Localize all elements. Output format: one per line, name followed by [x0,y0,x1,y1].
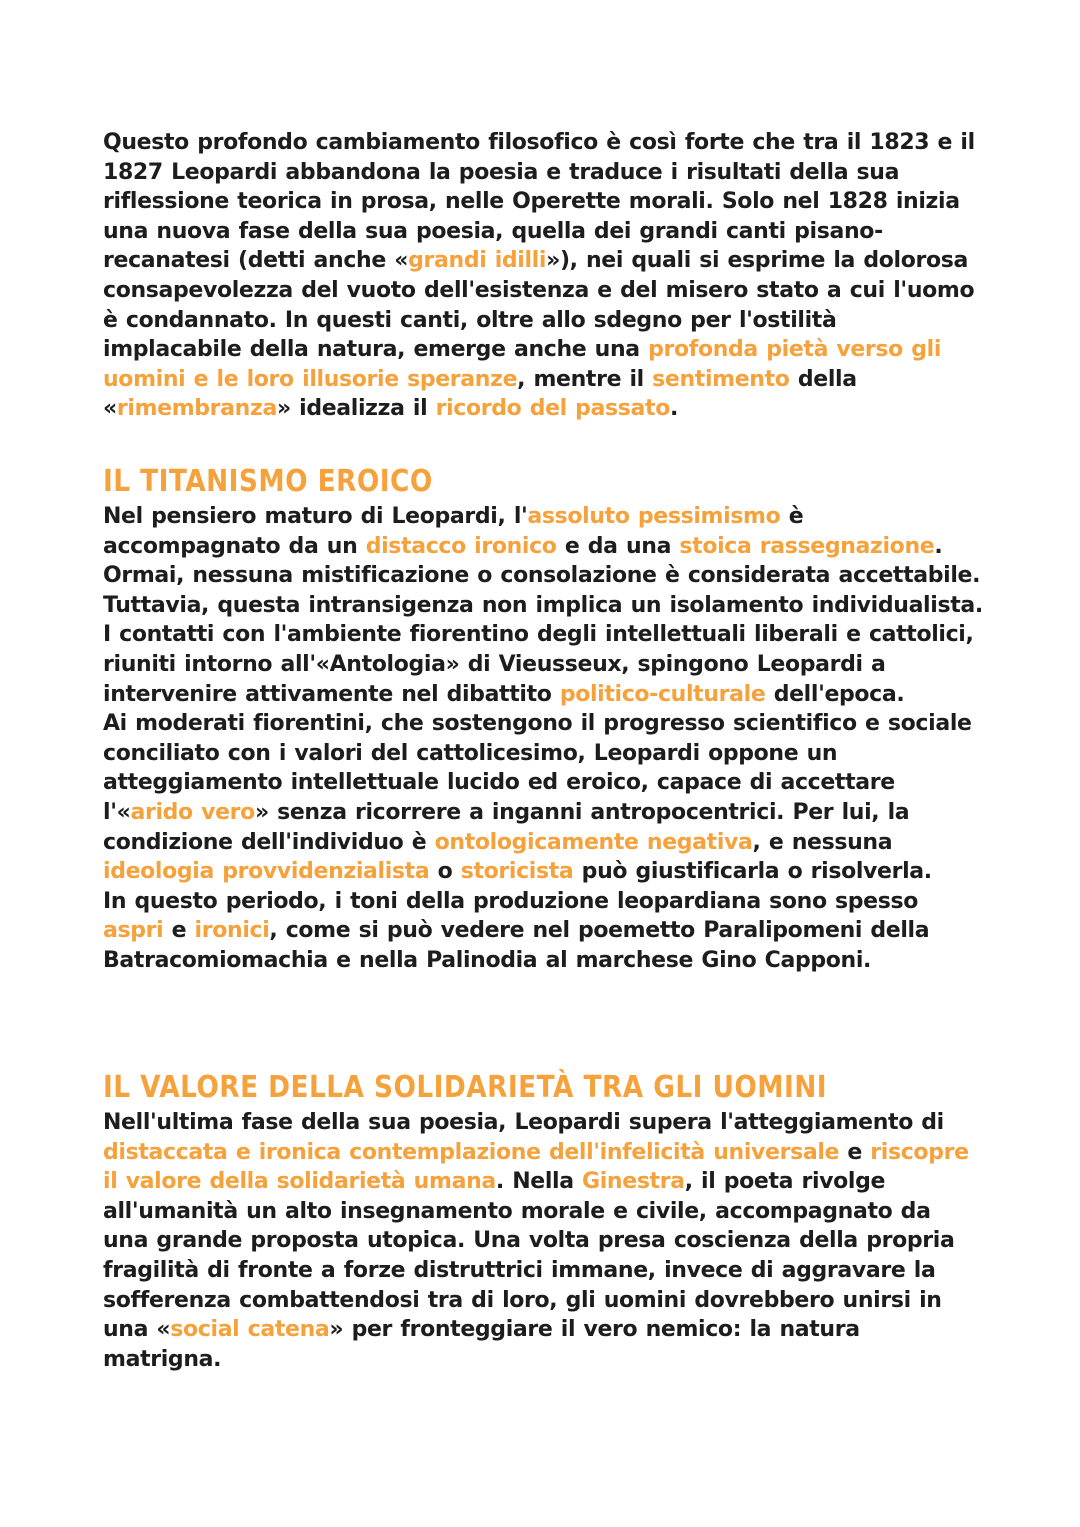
text-segment: . Nella [495,1169,583,1195]
highlight-text: politico-culturale [559,681,766,707]
text-segment: può giustificarla o risolverla. [573,859,932,885]
text-segment: e [163,918,195,944]
text-segment: o [429,859,461,885]
text-segment: Nel pensiero maturo di Leopardi, l' [103,504,528,529]
highlight-text: Ginestra [582,1169,685,1195]
text-segment: Questo profondo cambiamento filosofico è così forte che tra il 1823 e il 1827 Leopardi abbandona la poesia e traduce i risultati della sua riflessione teorica in prosa, nelle Operette morali. Solo nel 1828 inizia una nuova fase della sua poesia, quella dei grandi canti pisano-recanatesi (detti anche « [103,130,975,274]
highlight-text: storicista [460,859,574,885]
paragraph [103,502,983,709]
text-segment: è accompagnato da un [103,504,804,559]
paragraph [103,1108,983,1374]
text-segment: , mentre il [517,366,653,392]
highlight-text: grandi idilli [408,248,547,274]
highlight-text: sentimento [652,366,790,392]
highlight-text: ideologia provvidenzialista [103,859,430,885]
text-segment: Nell'ultima fase della sua poesia, Leopardi supera l'atteggiamento di [103,1110,944,1135]
highlight-text: ricordo del passato [435,396,670,422]
text-segment: . Ormai, nessuna mistificazione o consolazione è considerata accettabile. Tuttavia, questa intransigenza non implica un isolamento individualista. I contatti con l'ambiente fiorentino degli intellettuali liberali e cattolici, riuniti intorno all'«Antologia» di Vieusseux, spingono Leopardi a intervenire attivamente nel dibattito [103,533,983,707]
section-solidarieta-body [103,1108,983,1374]
text-segment: e [839,1139,871,1165]
text-segment: , il poeta rivolge all'umanità un alto insegnamento morale e civile, accompagnato da una grande proposta utopica. Una volta presa coscienza della propria fragilità di fronte a forze distruttrici immane, invece di aggravare la sofferenza combattendosi tra di loro, gli uomini dovrebbero unirsi in una « [103,1169,955,1343]
text-segment: Ai moderati fiorentini, che sostengono il progresso scientifico e sociale conciliato con i valori del cattolicesimo, Leopardi oppone un atteggiamento intellettuale lucido ed eroico, capace di accettare l'« [103,711,972,825]
text-segment: della « [103,366,857,422]
text-segment: » senza ricorrere a inganni antropocentrici. Per lui, la condizione dell'individuo è [103,799,910,855]
highlight-text: distaccata e ironica contemplazione dell'infelicità universale [103,1139,840,1165]
text-segment: , e nessuna [752,829,893,855]
highlight-text: aspri [103,918,164,944]
highlight-text: rimembranza [116,396,277,422]
section-heading-titanismo: IL TITANISMO EROICO [103,464,433,499]
text-segment: » idealizza il [276,396,436,422]
text-segment: dell'epoca. [765,681,905,707]
text-segment: , come si può vedere nel poemetto Paralipomeni della Batracomiomachia e nella Palinodia al marchese Gino Capponi. [103,918,930,973]
section-titanismo-body [103,502,983,976]
text-segment: In questo periodo, i toni della produzione leopardiana sono spesso [103,888,918,914]
text-segment: . [669,396,678,422]
paragraph [103,887,983,976]
highlight-text: profonda pietà verso gli uomini e le loro illusorie speranze [103,337,942,392]
highlight-text: distacco ironico [365,533,557,559]
highlight-text: social catena [170,1317,330,1343]
highlight-text: ironici [194,918,270,944]
highlight-text: assoluto pessimismo [527,504,781,529]
text-segment: » per fronteggiare il vero nemico: la natura matrigna. [103,1317,860,1372]
text-segment: e da una [556,533,680,559]
highlight-text: riscopre il valore della solidarietà umana [103,1139,969,1195]
highlight-text: arido vero [130,799,255,825]
highlight-text: ontologicamente negativa [434,829,753,855]
intro-paragraph [103,128,983,424]
highlight-text: stoica rassegnazione [679,533,935,559]
paragraph [103,709,983,887]
text-segment: »), nei quali si esprime la dolorosa consapevolezza del vuoto dell'esistenza e del misero stato a cui l'uomo è condannato. In questi canti, oltre allo sdegno per l'ostilità implacabile della natura, emerge anche una [103,248,975,363]
section-heading-solidarieta: IL VALORE DELLA SOLIDARIETÀ TRA GLI UOMINI [103,1070,828,1105]
